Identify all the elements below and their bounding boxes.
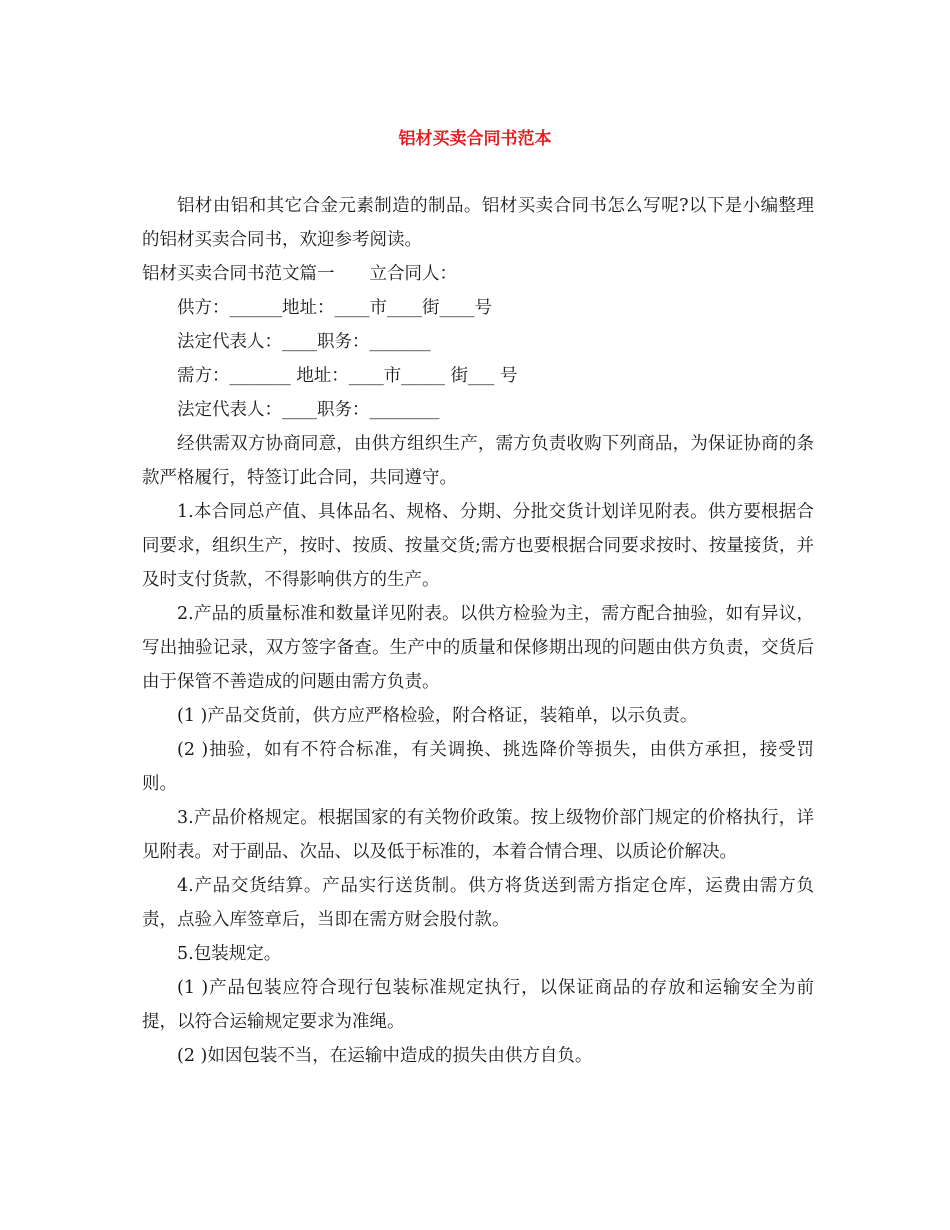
clause-2-item-2: (2 )抽验，如有不符合标准，有关调换、挑选降价等损失，由供方承担，接受罚则。	[142, 740, 814, 794]
clause-5: 5.包装规定。	[177, 944, 282, 964]
clause-5-item-2: (2 )如因包装不当，在运输中造成的损失由供方自负。	[177, 1046, 593, 1066]
intro-paragraph: 铝材由铝和其它合金元素制造的制品。铝材买卖合同书怎么写呢?以下是小编整理的铝材买卖合同书，欢迎参考阅读。	[142, 196, 814, 250]
supplier-representative-line: 法定代表人：____职务：_______	[177, 332, 431, 352]
clause-2: 2.产品的质量标准和数量详见附表。以供方检验为主，需方配合抽验，如有异议，写出抽验记录，双方签字备查。生产中的质量和保修期出现的问题由供方负责，交货后由于保管不善造成的问题由需方负责。	[142, 604, 814, 692]
supplier-line: 供方：______地址：____市____街____号	[177, 298, 492, 318]
buyer-line: 需方：_______ 地址：____市_____ 街___ 号	[177, 366, 518, 386]
agreement-paragraph: 经供需双方协商同意，由供方组织生产，需方负责收购下列商品，为保证协商的条款严格履行，特签订此合同，共同遵守。	[142, 434, 814, 488]
document-body	[142, 189, 814, 1073]
buyer-representative-line: 法定代表人：____职务：________	[177, 400, 440, 420]
clause-3: 3.产品价格规定。根据国家的有关物价政策。按上级物价部门规定的价格执行，详见附表。对于副品、次品、以及低于标准的，本着合情合理、以质论价解决。	[142, 808, 814, 862]
document-title: 铝材买卖合同书范本	[398, 129, 552, 149]
clause-2-item-1: (1 )产品交货前，供方应严格检验，附合格证，装箱单，以示负责。	[177, 706, 698, 726]
clause-5-item-1: (1 )产品包装应符合现行包装标准规定执行，以保证商品的存放和运输安全为前提，以符合运输规定要求为准绳。	[142, 978, 814, 1032]
clause-4: 4.产品交货结算。产品实行送货制。供方将货送到需方指定仓库，运费由需方负责，点验入库签章后，当即在需方财会股付款。	[142, 876, 814, 930]
clause-1: 1.本合同总产值、具体品名、规格、分期、分批交货计划详见附表。供方要根据合同要求，组织生产，按时、按质、按量交货;需方也要根据合同要求按时、按量接货，并及时支付货款，不得影响供方的生产。	[142, 502, 814, 590]
section-heading: 铝材买卖合同书范文篇一 立合同人：	[142, 264, 457, 284]
